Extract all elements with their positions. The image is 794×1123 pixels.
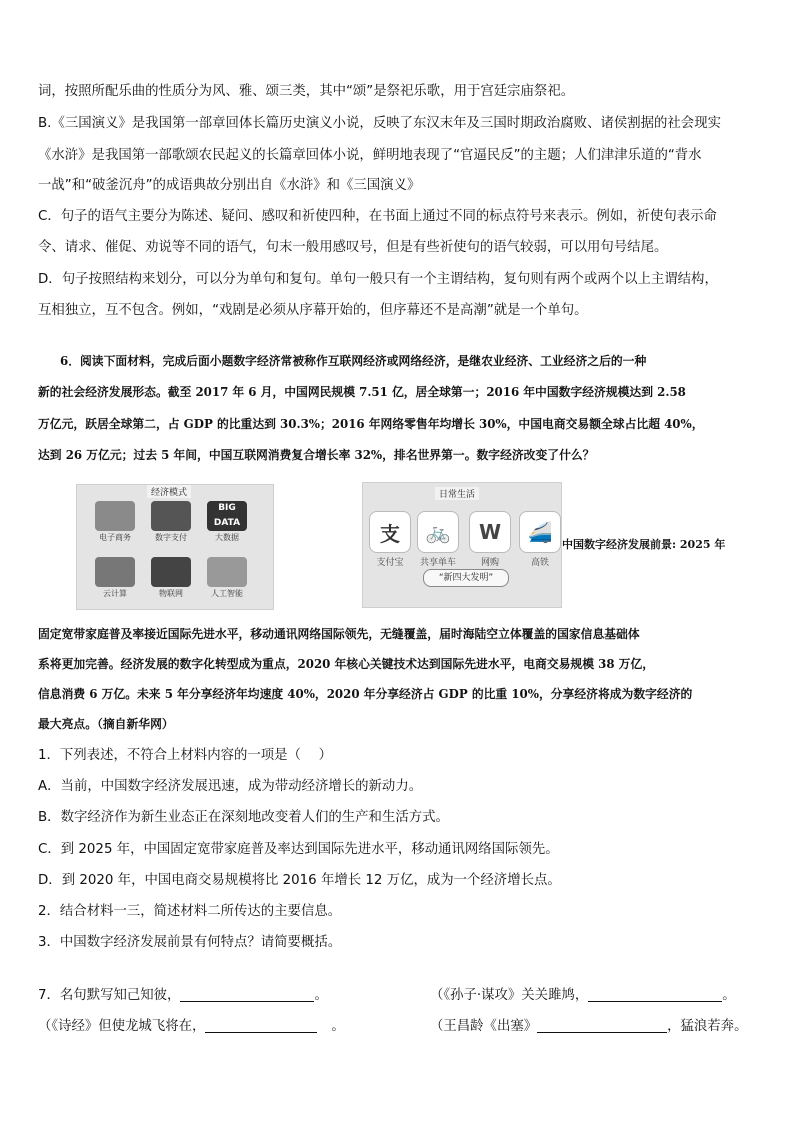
material2-line-2: 系将更加完善。经济发展的数字化转型成为重点，2020 年核心关键技术达到国际先进水平，电商交易规模 38 万亿， <box>38 657 655 671</box>
q7-left-1-end: 。 <box>314 988 328 1003</box>
q7-left-2 <box>38 1017 378 1037</box>
q7-right-2 <box>430 1017 760 1037</box>
option-a: A．当前，中国数字经济发展迅速，成为带动经济增长的新动力。 <box>38 779 423 794</box>
question-1: 1．下列表述，不符合上材料内容的一项是（ ） <box>38 748 332 763</box>
text-line-2: B.《三国演义》是我国第一部章回体长篇历史演义小说，反映了东汉末年及三国时期政治腐败、诸侯割据的社会现实 <box>38 116 721 131</box>
high-speed-rail-icon: 🚄 <box>519 511 561 553</box>
economy-mode-image <box>76 484 274 610</box>
ai-icon <box>207 557 247 587</box>
figure2-cap-2: 共享单车 <box>419 558 456 568</box>
q7-left-2-end: 。 <box>331 1019 345 1034</box>
digital-payment-icon <box>151 501 191 531</box>
big-data-icon: BIG DATA <box>207 501 247 531</box>
figure2-cap-4: 高铁 <box>530 558 549 568</box>
material2-line-3: 信息消费 6 万亿。未来 5 年分享经济年均速度 40%，2020 年分享经济占 GDP 的比重 10%，分享经济将成为数字经济的 <box>38 687 693 701</box>
online-shopping-icon: W <box>469 511 511 553</box>
option-d: D．到 2020 年，中国电商交易规模将比 2016 年增长 12 万亿，成为一个经济增长点。 <box>38 873 561 888</box>
q7-right-1-end: 。 <box>722 988 736 1003</box>
figure2-cap-1: 支付宝 <box>376 558 404 568</box>
option-c: C．到 2025 年，中国固定宽带家庭普及率达到国际先进水平，移动通讯网络国际领先。 <box>38 842 559 857</box>
figure1-cap-3: 大数据 <box>215 533 239 542</box>
option-b: B．数字经济作为新生业态正在深刻地改变着人们的生产和生活方式。 <box>38 810 449 825</box>
figure1-cap-5: 物联网 <box>159 589 183 598</box>
q7-left-1 <box>38 986 368 1006</box>
text-line-4: 一战”和“破釜沉舟”的成语典故分别出自《水浒》和《三国演义》 <box>38 178 421 193</box>
material2-line-1: 固定宽带家庭普及率接近国际先进水平，移动通讯网络国际领先，无缝覆盖，届时海陆空立体覆盖的国家信息基础体 <box>38 627 640 641</box>
figure1-cap-4: 云计算 <box>103 589 127 598</box>
q6-line-1: 6．阅读下面材料，完成后面小题数字经济常被称作互联网经济或网络经济，是继农业经济、工业经济之后的一种 <box>60 354 647 368</box>
blank-field-1[interactable] <box>180 987 314 1002</box>
q7-right-2-text: （王昌龄《出塞》 <box>430 1019 538 1034</box>
q7-right-1-text: （《孙子·谋攻》关关雎鸠， <box>430 988 589 1003</box>
figure1-cap-1: 电子商务 <box>99 533 131 542</box>
new-four-inventions-banner: “新四大发明” <box>423 569 509 587</box>
figure2-cap-3: 网购 <box>480 558 499 568</box>
q7-left-1-text: 7．名句默写知己知彼， <box>38 988 181 1003</box>
text-line-7: D．句子按照结构来划分，可以分为单句和复句。单句一般只有一个主谓结构，复句则有两个或两个以上主谓结构， <box>38 272 718 287</box>
q7-right-2-end: ，猛浪若奔。 <box>667 1019 748 1034</box>
side-text: 中国数字经济发展前景: 2025 年 <box>562 538 726 551</box>
q7-right-1 <box>430 986 760 1006</box>
blank-field-3[interactable] <box>205 1018 317 1033</box>
blank-field-4[interactable] <box>537 1018 667 1033</box>
iot-icon <box>151 557 191 587</box>
text-line-6: 令、请求、催促、劝说等不同的语气，句末一般用感叹号，但是有些祈使句的语气较弱，可以用句号结尾。 <box>38 240 668 255</box>
figure1-cap-2: 数字支付 <box>155 533 187 542</box>
cloud-computing-icon <box>95 557 135 587</box>
q6-line-4: 达到 26 万亿元；过去 5 年间，中国互联网消费复合增长率 32%，排名世界第一。数字经济改变了什么？ <box>38 448 595 462</box>
question-2: 2．结合材料一三，简述材料二所传达的主要信息。 <box>38 904 342 919</box>
text-line-3: 《水浒》是我国第一部歌颂农民起义的长篇章回体小说，鲜明地表现了“官逼民反”的主题；人们津津乐道的“背水 <box>38 148 702 163</box>
question-3: 3．中国数字经济发展前景有何特点？请简要概括。 <box>38 935 342 950</box>
daily-life-image <box>362 482 562 608</box>
q6-line-2: 新的社会经济发展形态。截至 2017 年 6 月，中国网民规模 7.51 亿，居全球第一；2016 年中国数字经济规模达到 2.58 <box>38 385 686 399</box>
alipay-icon: 支 <box>369 511 411 553</box>
figure1-title: 经济模式 <box>147 485 191 498</box>
blank-field-2[interactable] <box>588 987 722 1002</box>
q7-left-2-text: （《诗经》但使龙城飞将在， <box>38 1019 206 1034</box>
bicycle-icon: 🚲 <box>417 511 459 553</box>
text-line-8: 互相独立，互不包含。例如，“戏剧是必须从序幕开始的，但序幕还不是高潮”就是一个单句。 <box>38 303 588 318</box>
ecommerce-icon <box>95 501 135 531</box>
figure1-cap-6: 人工智能 <box>211 589 243 598</box>
text-line-1: 词，按照所配乐曲的性质分为风、雅、颂三类，其中“颂”是祭祀乐歌，用于宫廷宗庙祭祀。 <box>38 84 575 99</box>
figure2-title: 日常生活 <box>435 487 479 500</box>
q6-line-3: 万亿元，跃居全球第二，占 GDP 的比重达到 30.3%；2016 年网络零售年均增长 30%，中国电商交易额全球占比超 40%， <box>38 417 704 431</box>
text-line-5: C．句子的语气主要分为陈述、疑问、感叹和祈使四种，在书面上通过不同的标点符号来表示。例如，祈使句表示命 <box>38 209 717 224</box>
material2-line-4: 最大亮点。（摘自新华网） <box>38 717 174 731</box>
